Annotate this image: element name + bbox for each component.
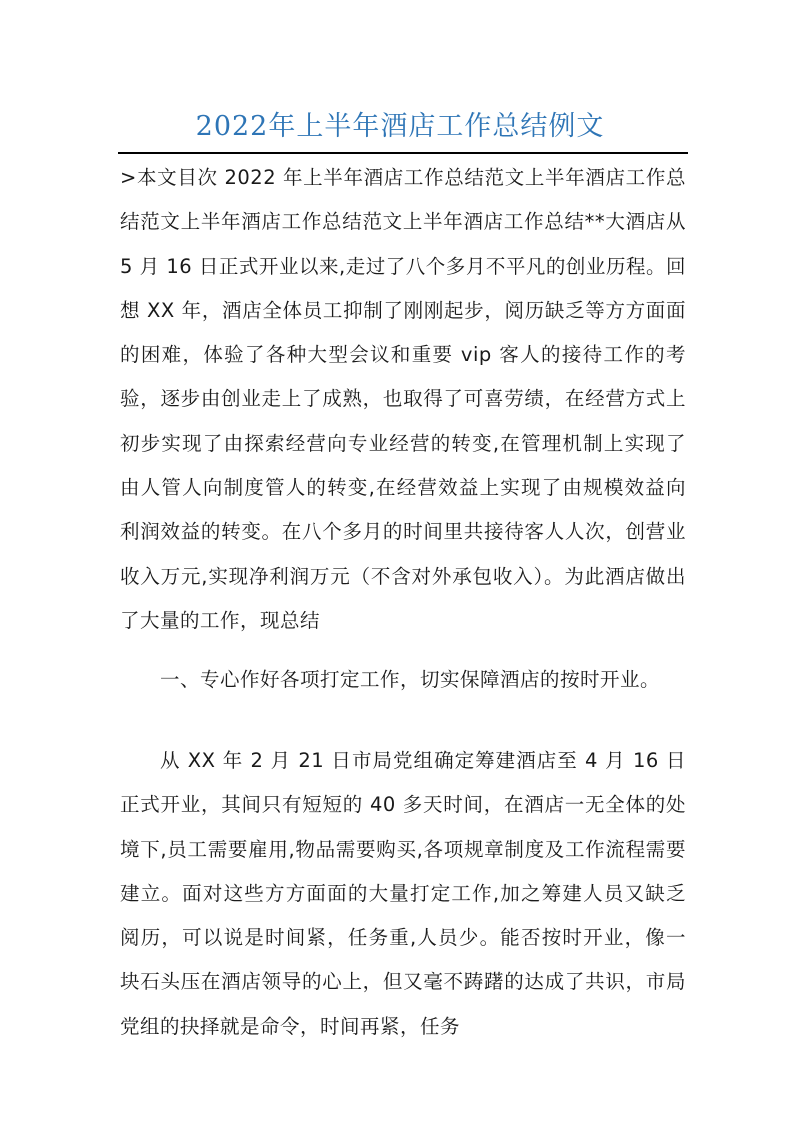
paragraph-intro: >本文目次 2022 年上半年酒店工作总结范文上半年酒店工作总结范文上半年酒店工作总结范文上半年酒店工作总结**大酒店从 5 月 16 日正式开业以来,走过了八个多月不平凡的创业历程。回想 XX 年，酒店全体员工抑制了刚刚起步，阅历缺乏等方方面面的困难，体验了各种大型会议和重要 vip 客人的接待工作的考验，逐步由创业走上了成熟，也取得了可喜劳绩，在经营方式上初步实现了由探索经营向专业经营的转变,在管理机制上实现了由人管人向制度管人的转变,在经营效益上实现了由规模效益向利润效益的转变。在八个多月的时间里共接待客人人次，创营业收入万元,实现净利润万元（不含对外承包收入）。为此酒店做出了大量的工作，现总结 — [120, 166, 686, 632]
section-heading-1: 一、专心作好各项打定工作，切实保障酒店的按时开业。 — [160, 668, 661, 691]
document-title: 2022年上半年酒店工作总结例文 — [195, 111, 605, 142]
title-divider — [118, 152, 688, 154]
paragraph-section-1: 从 XX 年 2 月 21 日市局党组确定筹建酒店至 4 月 16 日正式开业，其间只有短短的 40 多天时间，在酒店一无全体的处境下,员工需要雇用,物品需要购买,各项规章制度及工作流程需要建立。面对这些方方面面的大量打定工作,加之筹建人员又缺乏阅历，可以说是时间紧，任务重,人员少。能否按时开业，像一块石头压在酒店领导的心上，但又毫不踌躇的达成了共识，市局党组的抉择就是命令，时间再紧，任务 — [120, 749, 686, 1038]
